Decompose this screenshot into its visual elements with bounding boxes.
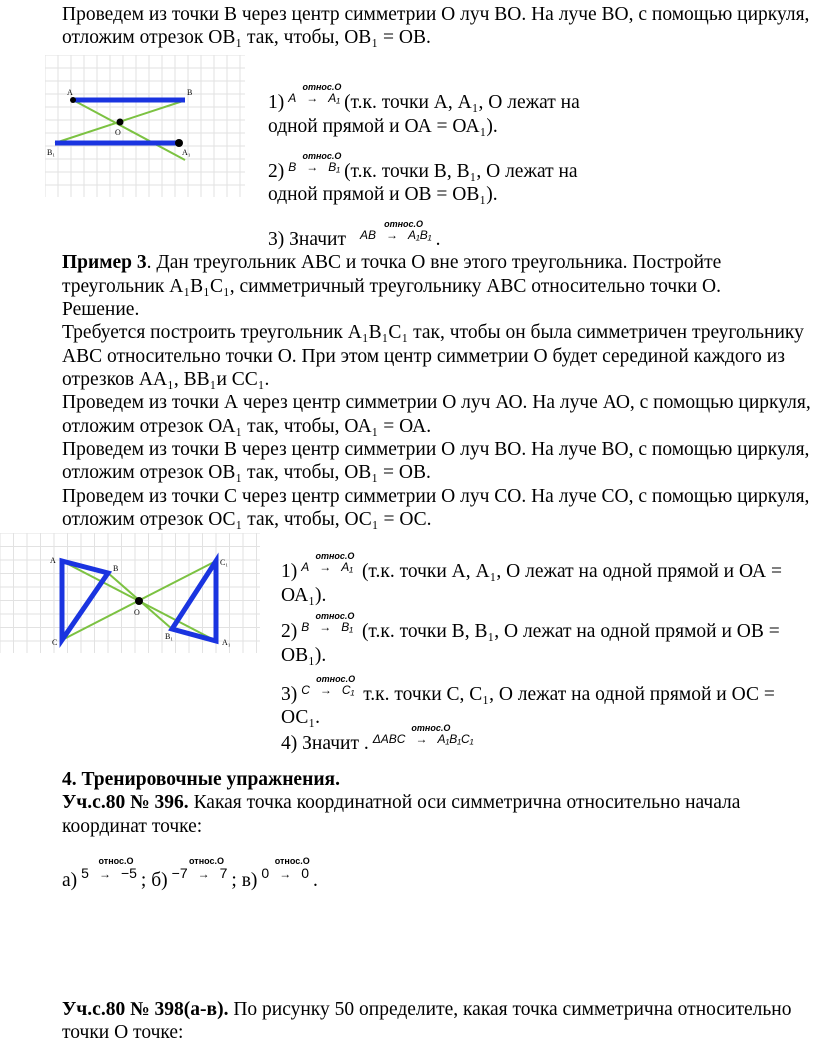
symmetry-mapping: относ.О A → A₁ (288, 82, 342, 105)
figure-segment-symmetry (45, 55, 257, 197)
symmetry-mapping: относ.О −7 → 7 (171, 856, 228, 881)
text-line: треугольник А₁В₁С₁, симметричный треугольнику АВС относительно точки О. (62, 276, 721, 297)
label-c: C (52, 638, 58, 647)
text-line: Проведем из точки В через центр симметрии О луч ВО. На луче ВО, с помощью циркуля, (62, 4, 810, 25)
segment-aa1 (73, 100, 185, 160)
label-a: A (50, 556, 56, 565)
text-line: АВС относительно точки О. При этом центр симметрии О будет серединой каждого из (62, 346, 785, 367)
label-b1: B₁ (47, 148, 56, 157)
text-line: отложим отрезок ОА₁ так, чтобы, ОА₁ = ОА. (62, 416, 432, 437)
symmetry-mapping: относ.О B → B₁ (288, 151, 342, 174)
formula-line: 1) относ.О A → A₁ (т.к. точки А, А₁, О лежат на (268, 82, 580, 113)
symmetry-mapping: относ.О ΔABC → A₁B₁C₁ (372, 723, 474, 746)
text-line: координат точке: (62, 816, 203, 837)
section-heading: 4. Тренировочные упражнения. (62, 769, 340, 790)
label-a: A (67, 88, 73, 97)
text-line: ОВ₁). (281, 645, 327, 666)
text-line: отрезков АА₁, ВВ₁и СС₁. (62, 369, 270, 390)
formula-line: 2) относ.О B → B₁ (т.к. точки В, В₁, О лежат на (268, 151, 578, 182)
label-c1: C₁ (220, 558, 229, 567)
symmetry-mapping: относ.О 5 → −5 (81, 856, 137, 881)
formula-line: 3) относ.О C → C₁ т.к. точки С, С₁, О лежат на одной прямой и ОС = (281, 674, 775, 705)
text-line: отложим отрезок ОВ₁ так, чтобы, ОВ₁ = ОВ. (62, 462, 431, 483)
point-a (70, 97, 76, 103)
symmetry-mapping: относ.О B → B₁ (301, 611, 355, 634)
figure-triangle-symmetry (0, 533, 260, 658)
label-b: B (187, 88, 193, 97)
formula-line: 1) относ.О A → A₁ (т.к. точки А, А₁, О лежат на одной прямой и ОА = (281, 551, 783, 582)
grid (45, 55, 245, 197)
text-line: отложим отрезок ОВ₁ так, чтобы, ОВ₁ = ОВ. (62, 27, 431, 48)
symmetry-mapping: относ.О AB → A₁B₁ (359, 219, 432, 242)
label-o: O (134, 608, 140, 617)
text-line: Уч.с.80 № 396. Какая точка координатной оси симметрична относительно начала (62, 792, 741, 813)
text-line: ОА₁). (281, 585, 327, 606)
formula-line: а) относ.О 5 → −5 ; б) относ.О −7 → 7 ; в) относ.О 0 → 0 . (62, 856, 318, 891)
symmetry-mapping: относ.О C → C₁ (301, 674, 356, 697)
text-line: ОС₁. (281, 707, 320, 728)
text-line: Решение. (62, 299, 140, 320)
label-a1: A₁ (182, 148, 191, 157)
formula-line: 2) относ.О B → B₁ (т.к. точки В, В₁, О лежат на одной прямой и ОВ = (281, 611, 780, 642)
label-b1: B₁ (165, 632, 174, 641)
point-a1 (175, 139, 183, 147)
point-o (135, 597, 143, 605)
text-line: Проведем из точки В через центр симметрии О луч ВО. На луче ВО, с помощью циркуля, (62, 439, 810, 460)
formula-line: 3) Значит относ.О AB → A₁B₁ . (268, 219, 441, 250)
text-line: Проведем из точки А через центр симметрии О луч АО. На луче АО, с помощью циркуля, (62, 392, 811, 413)
label-o: O (115, 128, 121, 137)
text-line: Пример 3. Дан треугольник АВС и точка О вне этого треугольника. Постройте (62, 252, 722, 273)
text-line: одной прямой и ОА = ОА₁). (268, 116, 498, 137)
point-o (117, 119, 124, 126)
text-line: Требуется построить треугольник А₁В₁С₁ так, чтобы он была симметричен треугольнику (62, 322, 804, 343)
text-line: Уч.с.80 № 398(а-в). По рисунку 50 определите, какая точка симметрична относительно (62, 999, 792, 1020)
text-line: точки О точке: (62, 1022, 184, 1043)
label-a1: A₁ (222, 638, 231, 647)
label-b: B (113, 564, 119, 573)
formula-line: 4) Значит . относ.О ΔABC → A₁B₁C₁ (281, 723, 474, 754)
symmetry-mapping: относ.О 0 → 0 (261, 856, 310, 881)
symmetry-mapping: относ.О A → A₁ (301, 551, 355, 574)
text-line: Проведем из точки С через центр симметрии О луч СО. На луче СО, с помощью циркуля, (62, 486, 810, 507)
text-line: отложим отрезок ОС₁ так, чтобы, ОС₁ = ОС. (62, 509, 432, 530)
text-line: одной прямой и ОВ = ОВ₁). (268, 184, 498, 205)
